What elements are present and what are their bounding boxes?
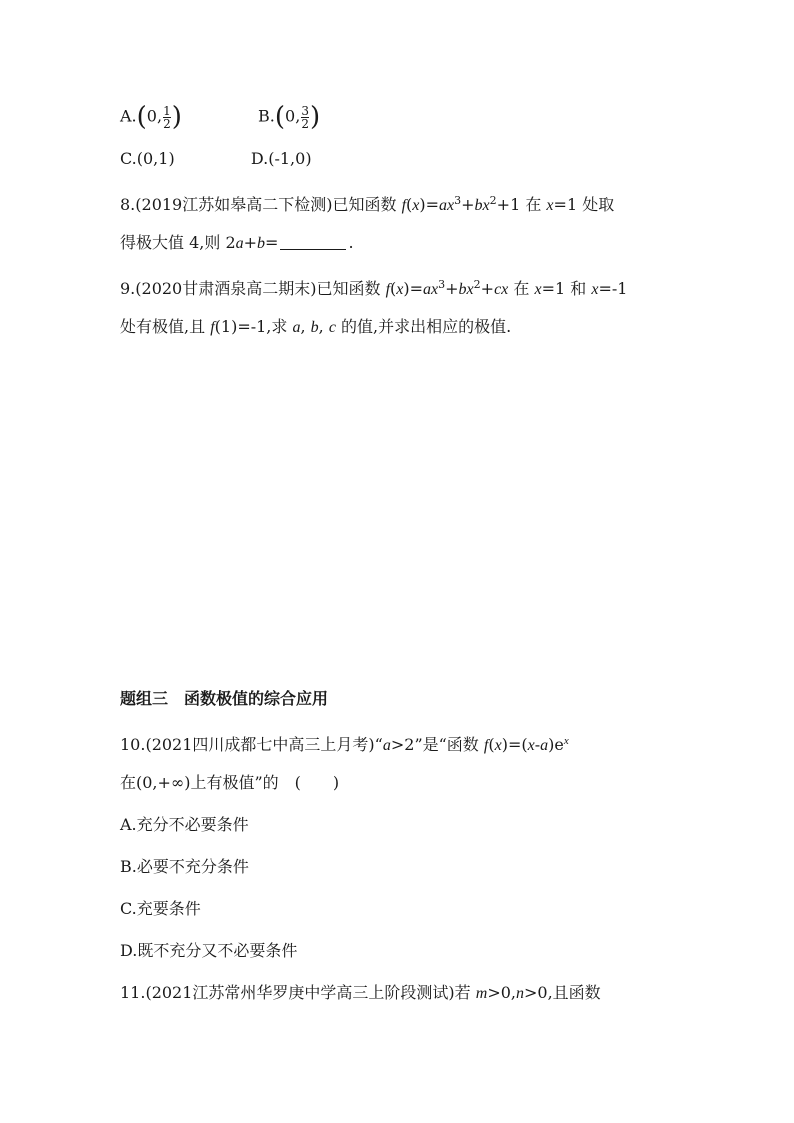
q7-option-a-label: A. bbox=[120, 106, 137, 126]
paren-open: ( bbox=[274, 102, 286, 132]
q10-option-c: C.充要条件 bbox=[120, 899, 201, 918]
q8-answer-blank[interactable] bbox=[280, 233, 346, 250]
q7-option-b-label: B. bbox=[258, 106, 275, 126]
q9-text: 9.(2020甘肃酒泉高二期末)已知函数 bbox=[120, 279, 386, 298]
q7-option-a-fraction bbox=[163, 105, 171, 130]
q9-text: =-1,求 bbox=[237, 317, 293, 336]
q9-text: 在 bbox=[513, 279, 535, 298]
q9-text: 处有极值,且 bbox=[120, 317, 211, 336]
q10-text: 10.(2021四川成都七中高三上月考)“ bbox=[120, 735, 383, 754]
q10-option-b: B.必要不充分条件 bbox=[120, 857, 249, 876]
q8-line2: 得极大值 4,则 2a+b= . bbox=[120, 233, 354, 252]
paren-close: ) bbox=[309, 102, 321, 132]
q9-line1: 9.(2020甘肃酒泉高二期末)已知函数 $f(x)=ax^3+bx^2+cx$ 在 x=1 和 x=-1 bbox=[120, 278, 628, 298]
frac-numerator: 1 bbox=[163, 103, 171, 118]
q7-option-d: D.(-1,0) bbox=[250, 149, 312, 168]
q11-text: ,且函数 bbox=[547, 983, 601, 1002]
q10-text: ”是“函数 bbox=[414, 735, 484, 754]
q10-option-a: A.充分不必要条件 bbox=[120, 815, 249, 834]
frac-denominator: 2 bbox=[163, 116, 171, 131]
q11-line1: 11.(2021江苏常州华罗庚中学高三上阶段测试)若 m>0,n>0,且函数 bbox=[120, 983, 601, 1002]
q7-option-b-fraction bbox=[301, 105, 309, 130]
q10-line1: 10.(2021四川成都七中高三上月考)“a>2”是“函数 $f(x)=(x-a)e^x$ bbox=[120, 735, 569, 754]
q8-text: 得极大值 4,则 bbox=[120, 233, 226, 252]
q11-text: 11.(2021江苏常州华罗庚中学高三上阶段测试)若 bbox=[120, 983, 476, 1002]
q8-text: . bbox=[348, 233, 354, 252]
q8-function: f bbox=[401, 197, 407, 214]
paren-close: ) bbox=[171, 102, 182, 132]
frac-denominator: 2 bbox=[301, 116, 309, 131]
q9-text: 的值,并求出相应的极值. bbox=[335, 317, 512, 336]
q7-option-c: C.(0,1) bbox=[120, 149, 175, 168]
frac-numerator: 3 bbox=[301, 103, 309, 118]
paren-open: ( bbox=[136, 102, 147, 132]
q8-line1: 8.(2019江苏如皋高二下检测)已知函数 $f(x)=ax^3+bx^2+1$ 在 x=1 处取 bbox=[120, 194, 615, 214]
q10-option-d: D.既不充分又不必要条件 bbox=[120, 941, 298, 960]
q8-text: 在 bbox=[525, 195, 547, 214]
q9-text: 和 bbox=[570, 279, 592, 298]
q8-text: 处取 bbox=[582, 195, 615, 214]
section-title: 题组三 函数极值的综合应用 bbox=[120, 689, 329, 708]
q8-text: 8.(2019江苏如皋高二下检测)已知函数 bbox=[120, 195, 402, 214]
q9-line2: 处有极值,且 f(1)=-1,求 a, b, c 的值,并求出相应的极值. bbox=[120, 317, 512, 336]
q7-options-row2 bbox=[120, 148, 312, 170]
q10-line2: 在(0,+∞)上有极值”的 ( ) bbox=[120, 773, 340, 792]
q7-options-row1: A.(0, $\frac{1}{2}$ ) B.(0, $\frac{3}{2}$ ) bbox=[120, 102, 321, 132]
